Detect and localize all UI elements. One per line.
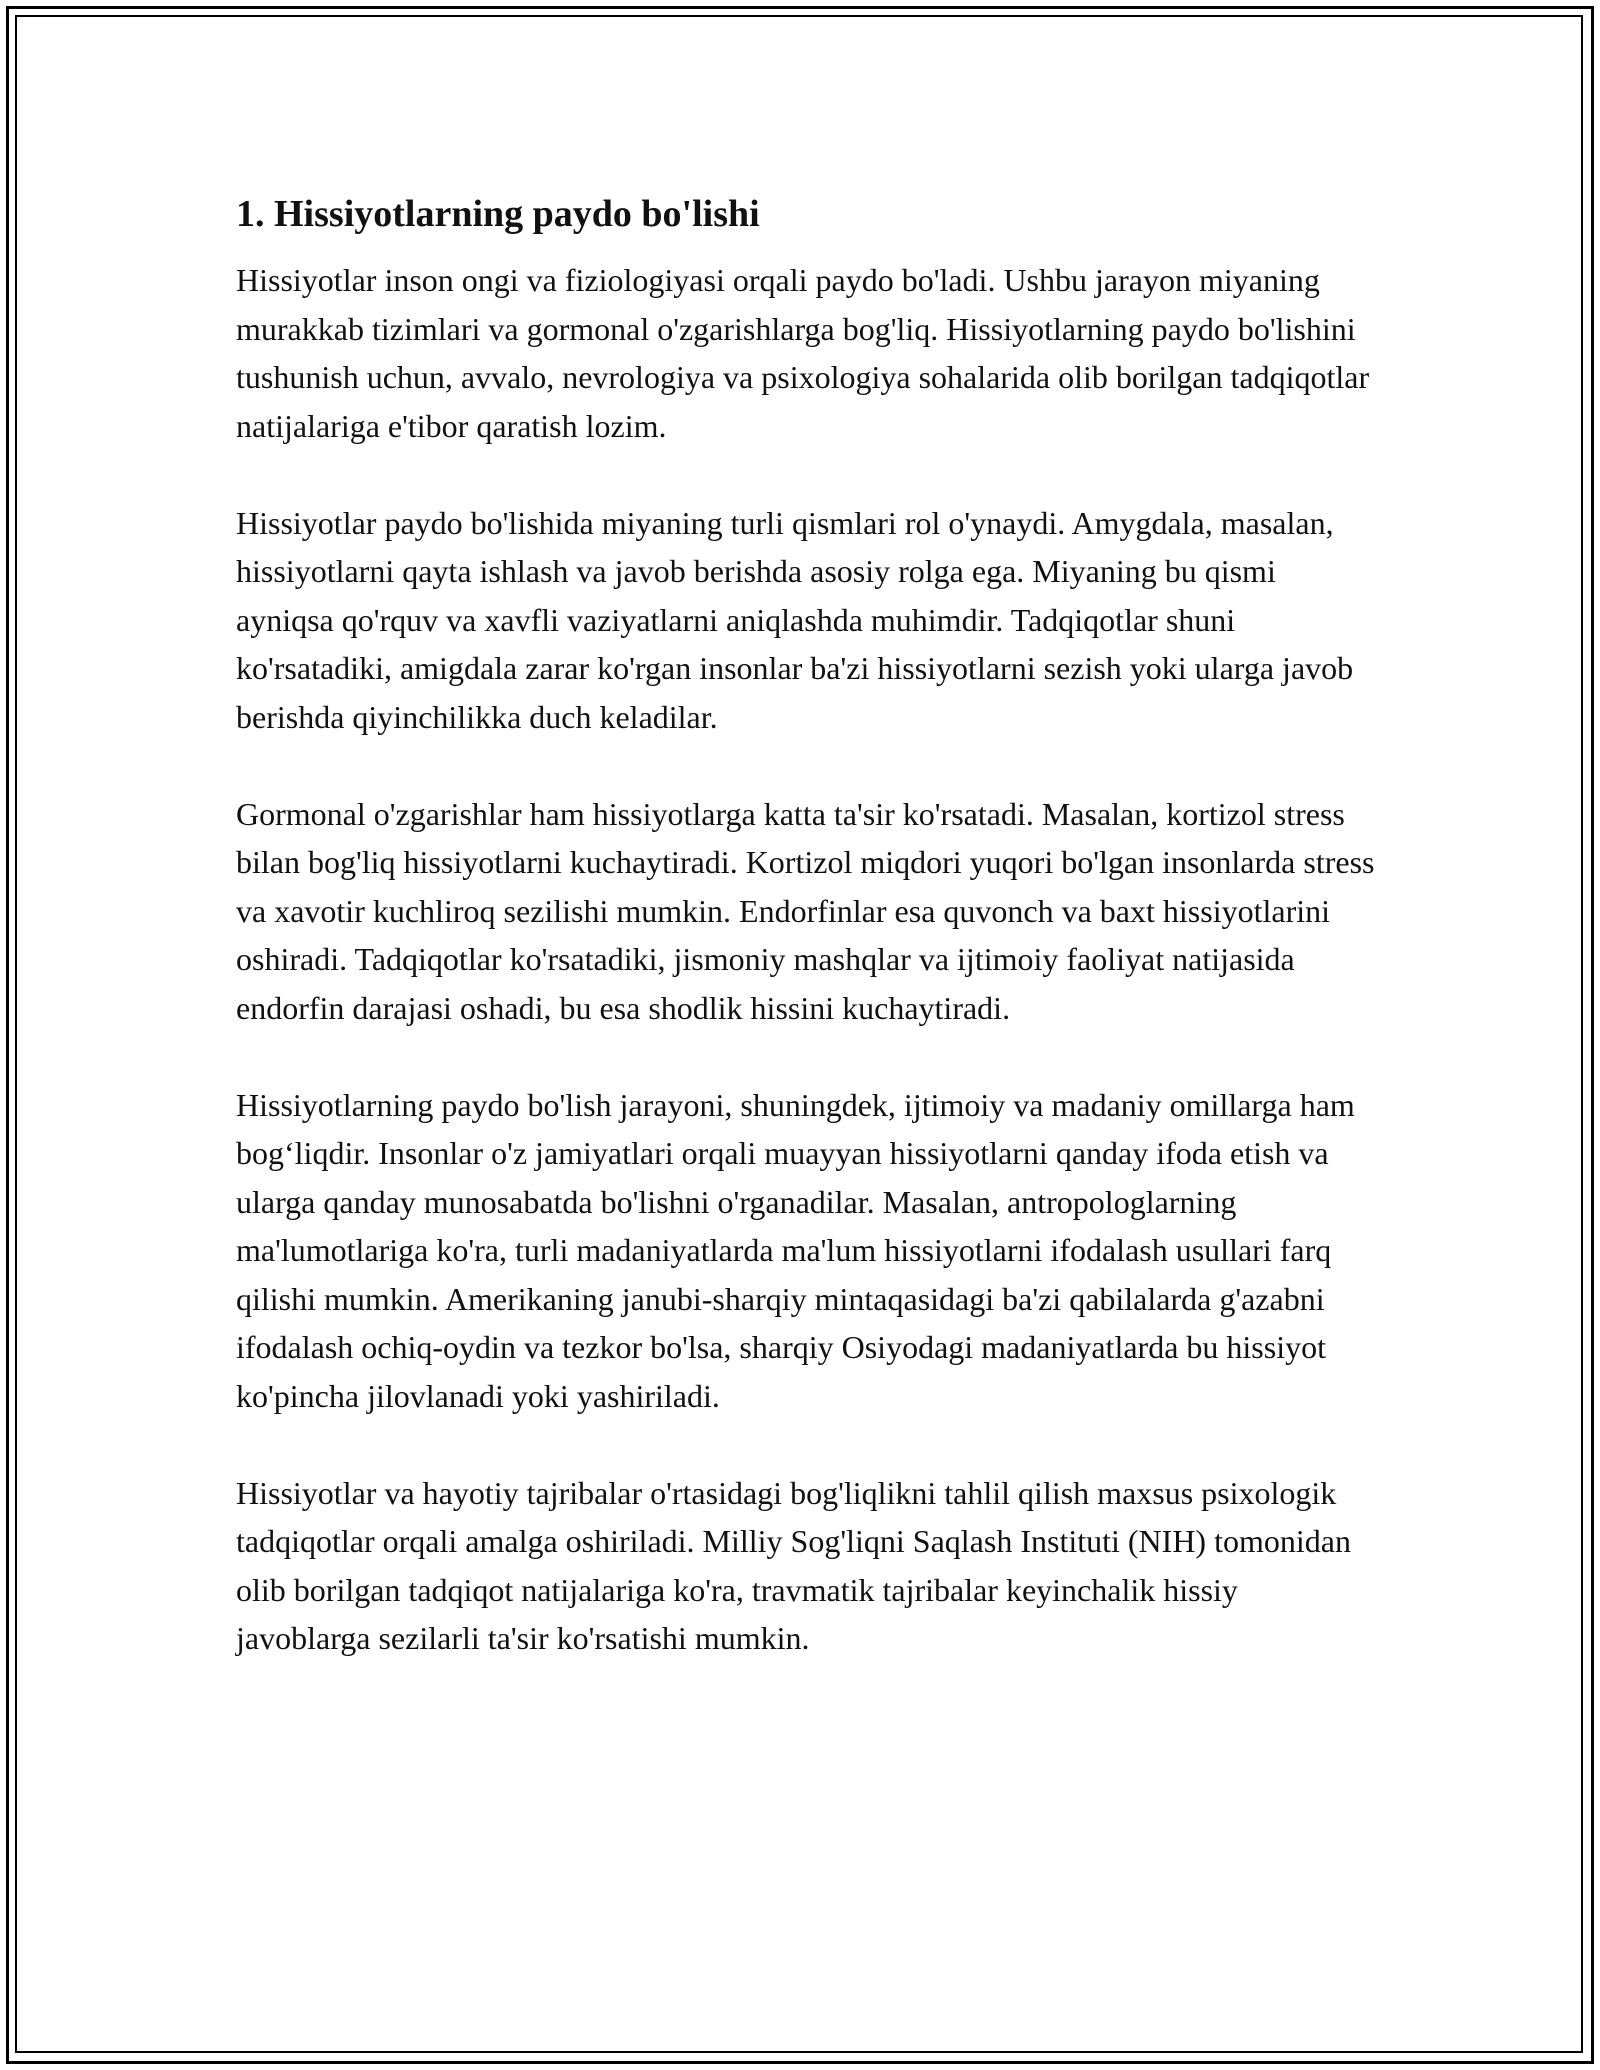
section-heading: 1. Hissiyotlarning paydo bo'lishi (236, 193, 760, 235)
paragraph-1: Hissiyotlar inson ongi va fiziologiyasi orqali paydo bo'ladi. Ushbu jarayon miyaning murakkab tizimlari va gormonal o'zgarishlarga bog'liq. Hissiyotlarning paydo bo'lishini tushunish uchun, avvalo, nevrologiya va psixologiya sohalarida olib borilgan tadqiqotlar natijalariga e'tibor qaratish lozim. (236, 262, 1370, 444)
document-body (236, 186, 1376, 1711)
paragraph-4: Hissiyotlarning paydo bo'lish jarayoni, shuningdek, ijtimoiy va madaniy omillarga ham bog‘liqdir. Insonlar o'z jamiyatlari orqali muayyan hissiyotlarni qanday ifoda etish va ularga qanday munosabatda bo'lishni o'rganadilar. Masalan, antropologlarning ma'lumotlariga ko'ra, turli madaniyatlarda ma'lum hissiyotlarni ifodalash usullari farq qilishi mumkin. Amerikaning janubi-sharqiy mintaqasidagi ba'zi qabilalarda g'azabni ifodalash ochiq-oydin va tezkor bo'lsa, sharqiy Osiyodagi madaniyatlarda bu hissiyot ko'pincha jilovlanadi yoki yashiriladi. (236, 1086, 1355, 1414)
paragraph-5: Hissiyotlar va hayotiy tajribalar o'rtasidagi bog'liqlikni tahlil qilish maxsus psixologik tadqiqotlar orqali amalga oshiriladi. Milliy Sog'liqni Saqlash Instituti (NIH) tomonidan olib borilgan tadqiqot natijalariga ko'ra, travmatik tajribalar keyinchalik hissiy javoblarga sezilarli ta'sir ko'rsatishi mumkin. (236, 1474, 1351, 1656)
paragraph-2: Hissiyotlar paydo bo'lishida miyaning turli qismlari rol o'ynaydi. Amygdala, masalan, hissiyotlarni qayta ishlash va javob berishda asosiy rolga ega. Miyaning bu qismi ayniqsa qo'rquv va xavfli vaziyatlarni aniqlashda muhimdir. Tadqiqotlar shuni ko'rsatadiki, amigdala zarar ko'rgan insonlar ba'zi hissiyotlarni sezish yoki ularga javob berishda qiyinchilikka duch keladilar. (236, 504, 1354, 735)
paragraph-3: Gormonal o'zgarishlar ham hissiyotlarga katta ta'sir ko'rsatadi. Masalan, kortizol stress bilan bog'liq hissiyotlarni kuchaytiradi. Kortizol miqdori yuqori bo'lgan insonlarda stress va xavotir kuchliroq sezilishi mumkin. Endorfinlar esa quvonch va baxt hissiyotlarini oshiradi. Tadqiqotlar ko'rsatadiki, jismoniy mashqlar va ijtimoiy faoliyat natijasida endorfin darajasi oshadi, bu esa shodlik hissini kuchaytiradi. (236, 795, 1375, 1026)
